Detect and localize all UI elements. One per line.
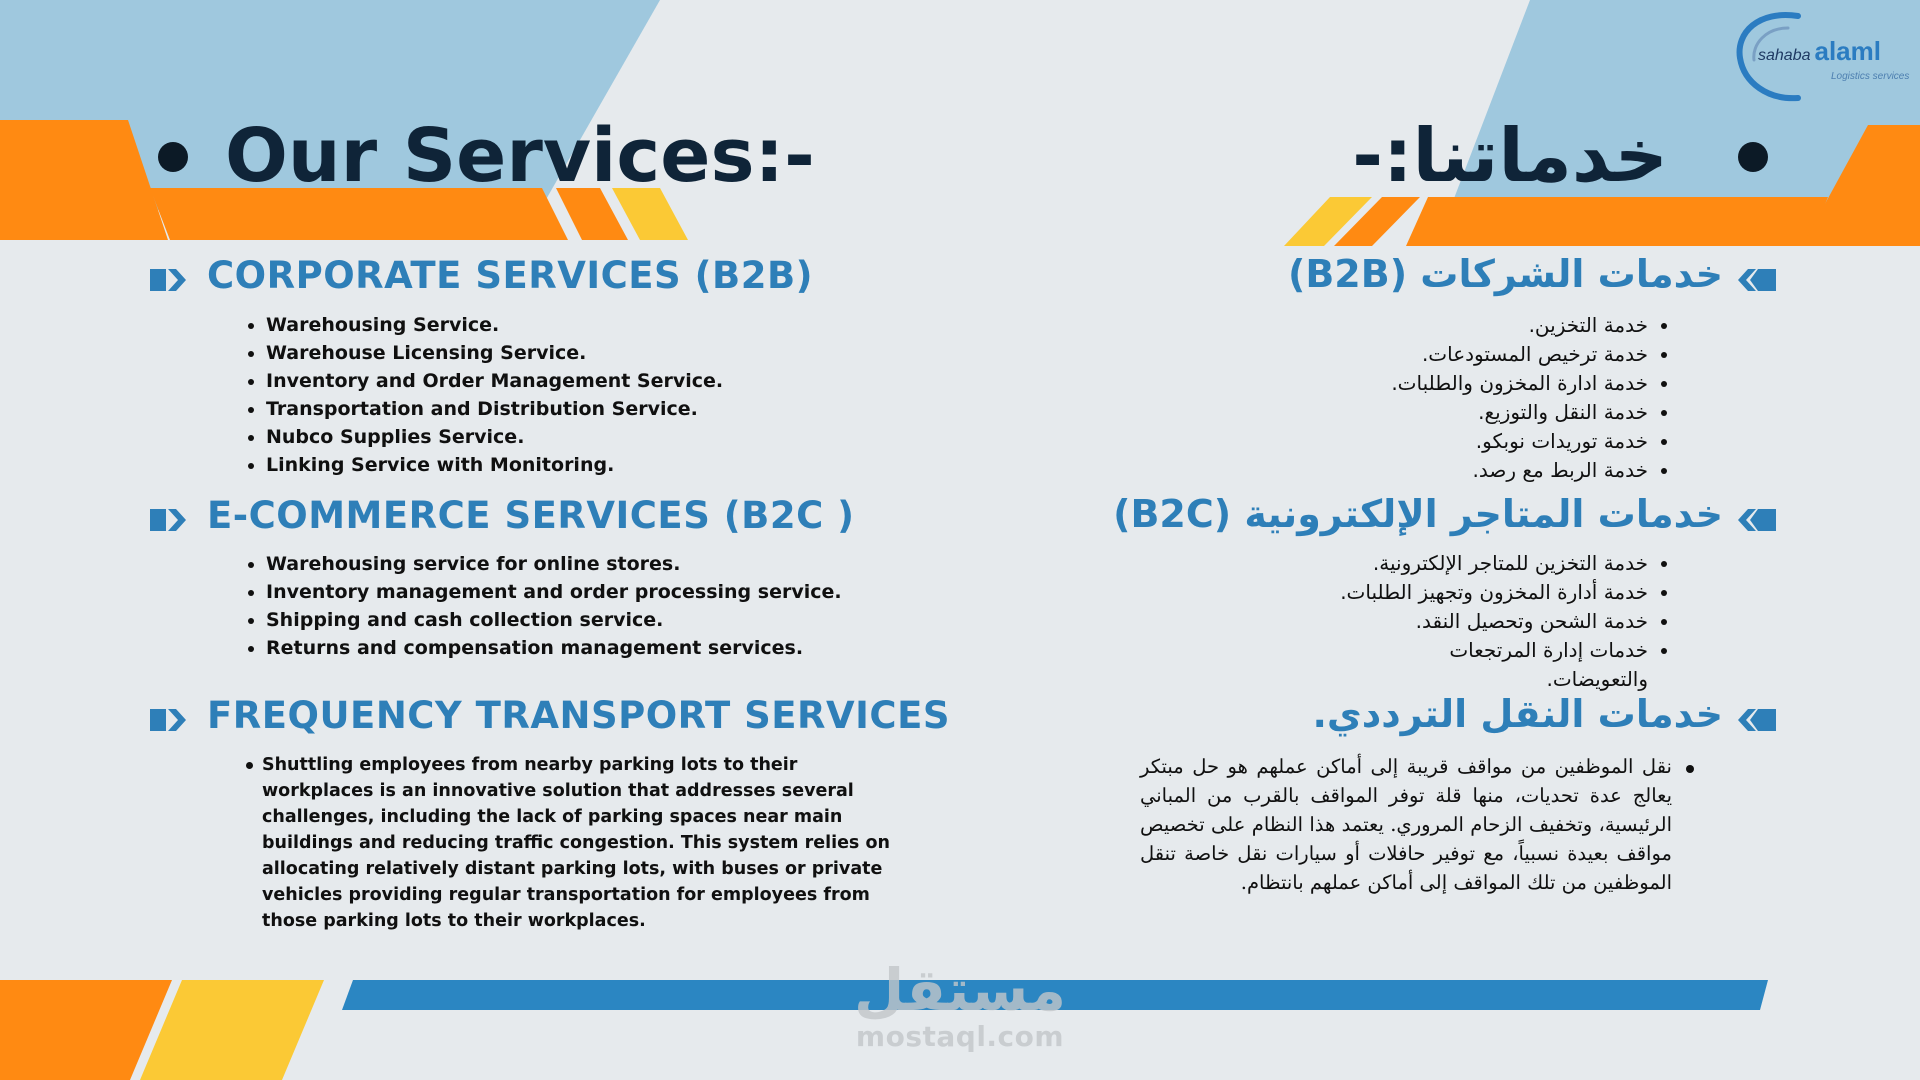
section-title-corporate: CORPORATE SERVICES (B2B) (207, 254, 814, 297)
double-chevron-icon (1738, 267, 1776, 293)
list-item: • خدمة توريدات نوبكو. (1391, 427, 1648, 456)
ecommerce-services-list-ar (1340, 549, 1672, 694)
double-chevron-icon (1738, 507, 1776, 533)
ecommerce-services-list (242, 550, 842, 662)
logo-wordmark: sahaba alaml (1758, 36, 1881, 66)
frequency-paragraph-ar: نقل الموظفين من مواقف قريبة إلى أماكن عملهم هو حل مبتكر يعالج عدة تحديات، منها قلة توفر المواقف بالقرب من المباني الرئيسية، وتخفيف الزحام المروري. يعتمد هذا النظام على تخصيص مواقف بعيدة نسبياً، مع توفير حافلات أو سيارات نقل خاصة تنقل الموظفين من تلك المواقف إلى أماكن عملهم بانتظام. (1140, 755, 1672, 894)
section-title-ecommerce: E-COMMERCE SERVICES (B2C ) (207, 494, 855, 537)
list-item: • خدمة التخزين. (1391, 311, 1648, 340)
corporate-services-list-ar (1391, 311, 1672, 485)
list-item: • خدمة الربط مع رصد. (1391, 456, 1648, 485)
list-item: • Inventory and Order Management Service. (266, 367, 723, 395)
watermark (820, 956, 1100, 1054)
list-item: • Warehousing service for online stores. (266, 550, 842, 578)
list-item: • Nubco Supplies Service. (266, 423, 723, 451)
list-item-continuation: والتعويضات. (1546, 667, 1648, 691)
watermark-ar: مستقل (853, 956, 1067, 1024)
heading-bullet-left (158, 142, 188, 172)
list-item: • خدمات إدارة المرتجعات (1340, 636, 1648, 665)
list-item: • خدمة الشحن وتحصيل النقد. (1340, 607, 1648, 636)
heading-bullet-right (1738, 142, 1768, 172)
bullet-dot-small (246, 762, 253, 769)
logo-tagline: Logistics services (1831, 71, 1910, 82)
bullet-dot-small-ar (1686, 765, 1694, 773)
chevron-arrow-icon (150, 267, 188, 293)
section-title-corporate-ar: خدمات الشركات (B2B) (1287, 252, 1723, 296)
list-item: • خدمة النقل والتوزيع. (1391, 398, 1648, 427)
section-title-frequency: FREQUENCY TRANSPORT SERVICES (207, 694, 950, 737)
company-logo (1728, 8, 1908, 88)
section-title-ecommerce-ar: خدمات المتاجر الإلكترونية (B2C) (1113, 492, 1723, 536)
list-item: • Transportation and Distribution Service. (266, 395, 723, 423)
list-item: • Inventory management and order processing service. (266, 578, 842, 606)
list-item: • خدمة أدارة المخزون وتجهيز الطلبات. (1340, 578, 1648, 607)
bottom-left-orange-shape (0, 980, 172, 1080)
list-item: • Warehouse Licensing Service. (266, 339, 723, 367)
double-chevron-icon (1738, 707, 1776, 733)
right-orange-underline (1406, 197, 1828, 246)
list-item: • Shipping and cash collection service. (266, 606, 842, 634)
page-title-ar: خدماتنا:- (1352, 113, 1668, 199)
section-title-frequency-ar: خدمات النقل الترددي. (1312, 692, 1723, 736)
list-item: • خدمة ادارة المخزون والطلبات. (1391, 369, 1648, 398)
frequency-paragraph-en: Shuttling employees from nearby parking lots to their workplaces is an innovative solution that addresses several challenges, including the lack of parking spaces near main buildings and reducing traffic congestion. This system relies on allocating relatively distant parking lots, with buses or private vehicles providing regular transportation for employees from those parking lots to their workplaces. (262, 755, 890, 931)
list-item: • Returns and compensation management services. (266, 634, 842, 662)
list-item: • Linking Service with Monitoring. (266, 451, 723, 479)
bottom-left-yellow-shape (140, 980, 324, 1080)
list-item: • خدمة التخزين للمتاجر الإلكترونية. (1340, 549, 1648, 578)
chevron-arrow-icon (150, 507, 188, 533)
list-item: • Warehousing Service. (266, 311, 723, 339)
page-title-en: Our Services:- (225, 113, 815, 199)
watermark-en: mostaql.com (855, 1020, 1065, 1053)
chevron-arrow-icon (150, 707, 188, 733)
list-item: • خدمة ترخيص المستودعات. (1391, 340, 1648, 369)
corporate-services-list (242, 311, 723, 479)
